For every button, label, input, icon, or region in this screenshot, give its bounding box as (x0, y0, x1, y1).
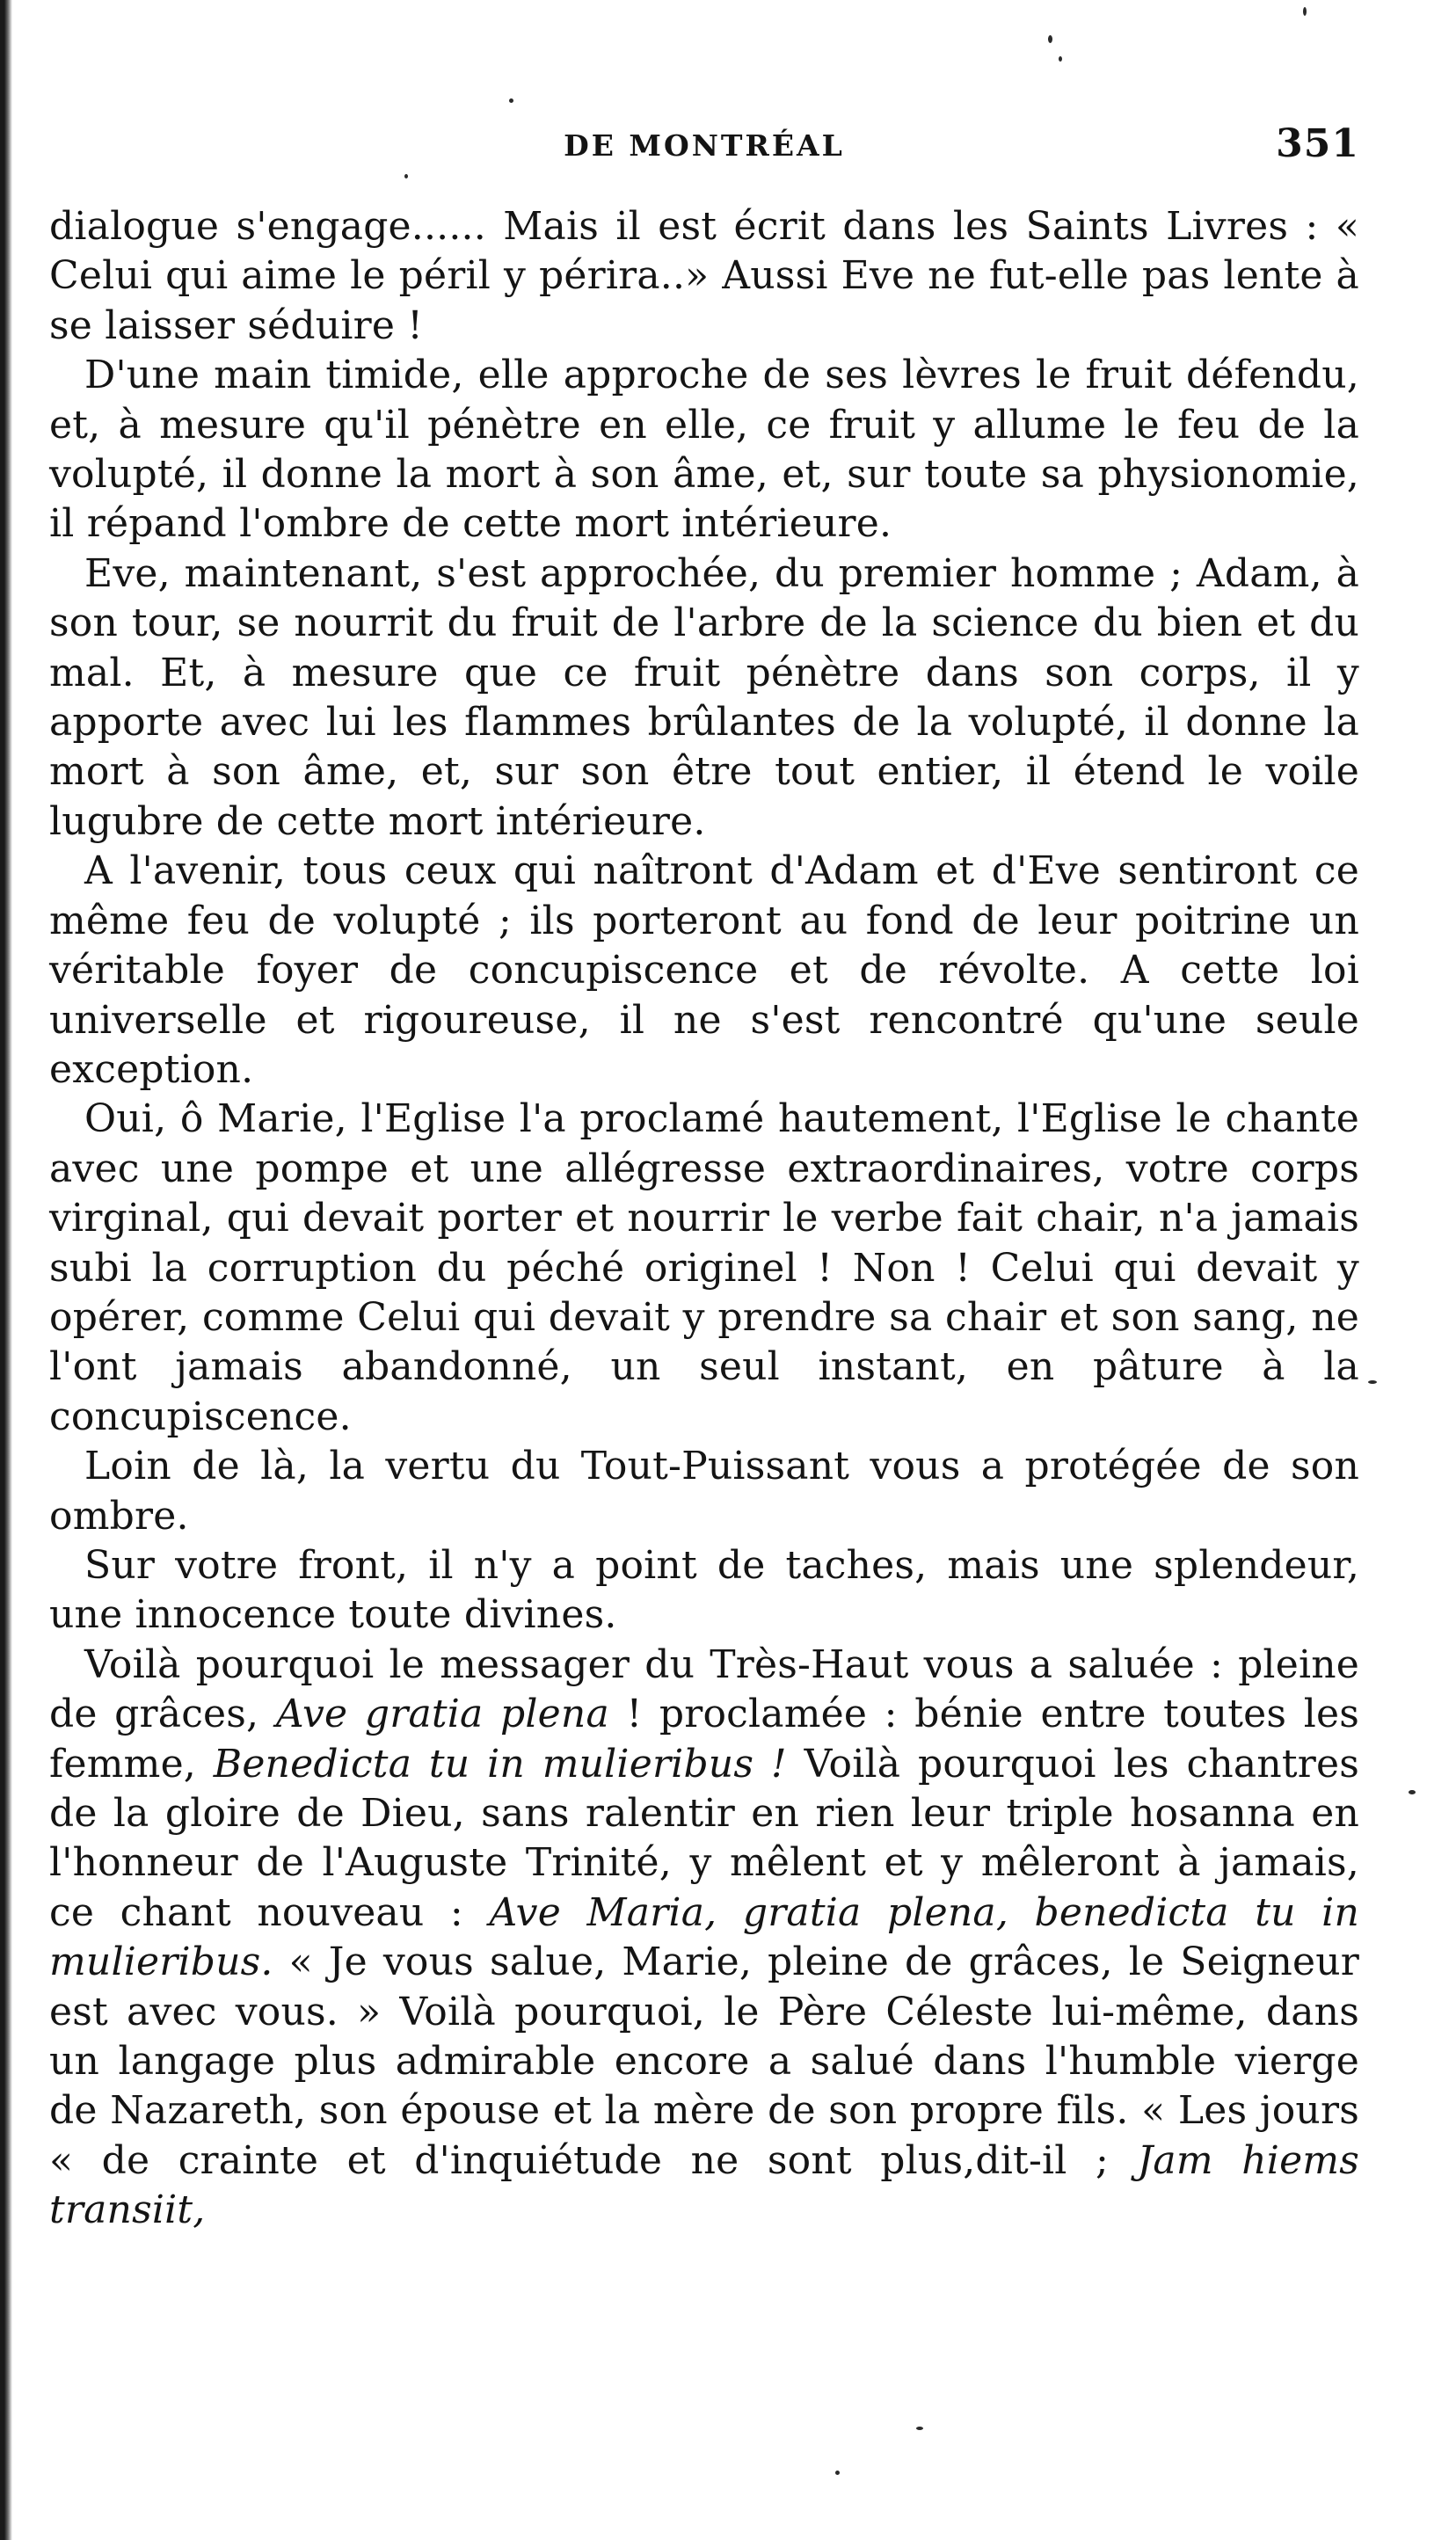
latin-quote-ave-maria: Ave Maria, gratia plena, benedicta tu in mulieribus. (49, 1889, 1359, 1985)
binding-shadow (0, 0, 12, 2540)
latin-quote-ave-gratia-plena: Ave gratia plena (275, 1692, 609, 1737)
paragraph-8-text-3: Voilà pourquoi les chantres de la gloire de Dieu, sans ralentir en rien leur triple hosanna en l'honneur de l'Auguste Trinité, y mêlent et y mêleront à jamais, ce chant nouveau : (49, 1741, 1359, 1935)
latin-quote-jam-hiems: Jam hiems transiit, (49, 2137, 1360, 2233)
paragraph-7-text: Sur votre front, il n'y a point de taches, mais une splendeur, une innocence toute divines. (49, 1542, 1359, 1638)
paragraph-1-text: dialogue s'engage...... Mais il est écrit dans les Saints Livres : « Celui qui aime le péril y périra..» Aussi Eve ne fut-elle pas lente à se laisser séduire ! (49, 204, 1359, 348)
paragraph-7 (49, 1541, 1359, 1641)
paragraph-3-text: Eve, maintenant, s'est approchée, du premier homme ; Adam, à son tour, se nourrit du fruit de l'arbre de la science du bien et du mal. Et, à mesure que ce fruit pénètre dans son corps, il y apporte avec lui les flammes brûlantes de la volupté, il donne la mort à son âme, et, sur son être tout entier, il étend le voile lugubre de cette mort intérieure. (49, 550, 1359, 844)
scan-speck (916, 2427, 923, 2430)
latin-quote-benedicta: Benedicta tu in mulieribus ! (213, 1741, 787, 1787)
scan-speck (1409, 1790, 1416, 1794)
scan-speck (509, 98, 513, 103)
scan-speck (1048, 35, 1052, 43)
paragraph-5 (49, 1095, 1359, 1442)
paragraph-6 (49, 1442, 1359, 1541)
scan-speck (1303, 7, 1307, 16)
paragraph-3 (49, 549, 1359, 847)
scan-speck (1368, 1380, 1377, 1384)
paragraph-4 (49, 847, 1359, 1095)
paragraph-6-text: Loin de là, la vertu du Tout-Puissant vous a protégée de son ombre. (49, 1444, 1359, 1539)
paragraph-5-text: Oui, ô Marie, l'Eglise l'a proclamé hautement, l'Eglise le chante avec une pompe et une allégresse extraordinaires, votre corps virginal, qui devait porter et nourrir le verbe fait chair, n'a jamais subi la corruption du péché originel ! Non ! Celui qui devait y opérer, comme Celui qui devait y prendre sa chair et son sang, ne l'ont jamais abandonné, un seul instant, en pâture à la concupiscence. (49, 1096, 1359, 1439)
paragraph-1 (49, 202, 1359, 351)
paragraph-8-text-4: « Je vous salue, Marie, pleine de grâces, le Seigneur est avec vous. » Voilà pourquoi, le Père Céleste lui-même, dans un langage plus admirable encore a salué dans l'humble vierge de Nazareth, son épouse et la mère de son propre fils. « Les jours « de crainte et d'inquiétude ne sont plus,dit-il ; (49, 1940, 1359, 2183)
page-number: 351 (1276, 121, 1359, 166)
scan-speck (1059, 56, 1062, 62)
paragraph-4-text: A l'avenir, tous ceux qui naîtront d'Adam et d'Eve sentiront ce même feu de volupté ; ils porteront au fond de leur poitrine un véritable foyer de concupiscence et de révolte. A cette loi universelle et rigoureuse, il ne s'est rencontré qu'une seule exception. (49, 848, 1359, 1092)
page-header (49, 121, 1359, 181)
paragraph-8-text-1: Voilà pourquoi le messager du Très-Haut vous a saluée : pleine de grâces, (49, 1641, 1359, 1737)
paragraph-8-text-2: ! proclamée : bénie entre toutes les femme, (49, 1692, 1360, 1787)
body-text (49, 202, 1359, 2236)
paragraph-8 (49, 1641, 1359, 2236)
paragraph-2 (49, 351, 1359, 549)
scan-speck (404, 174, 408, 178)
running-head: DE MONTRÉAL (564, 128, 845, 163)
scan-speck (835, 2471, 840, 2475)
paragraph-2-text: D'une main timide, elle approche de ses lèvres le fruit défendu, et, à mesure qu'il pénètre en elle, ce fruit y allume le feu de la volupté, il donne la mort à son âme, et, sur toute sa physionomie, il répand l'ombre de cette mort intérieure. (49, 353, 1359, 547)
